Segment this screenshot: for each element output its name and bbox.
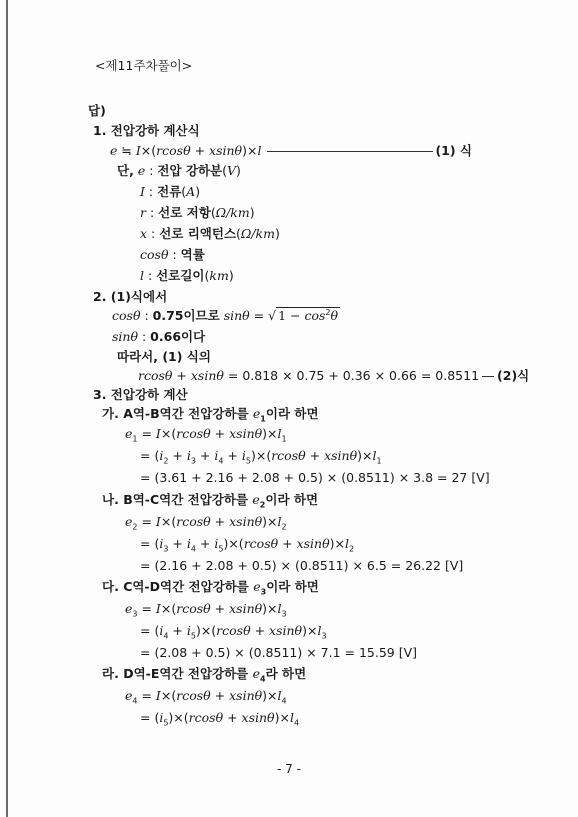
subsection-a-heading: 가. A역-B역간 전압강하를 $e_1$이라 하면 [102,406,319,424]
document-title: <제11주차풀이> [95,58,193,73]
answer-label: 답) [88,103,106,118]
subsection-b-suffix: 이라 하면 [265,492,319,507]
e2-expansion: = $(i_3 + i_4 + i_5)\times(rcos\theta + xsin\theta)\times l_2$ [140,536,355,554]
definition-l: l : 선로길이(km) [140,268,234,283]
therefore-line: 따라서, (1) 식의 [117,349,211,364]
definition-x: x : 선로 리액턴스(Ω/km) [140,226,280,241]
section-2-heading: 2. (1)식에서 [93,289,168,304]
e4-expansion: = $(i_5)\times(rcos\theta + xsin\theta)\times l_4$ [140,710,300,728]
definition-l-text: 선로길이 [156,268,205,283]
sin-value-text: 0.66이다 [150,329,206,344]
subsection-d-heading: 라. D역-E역간 전압강하를 $e_4$라 하면 [102,666,307,684]
e2-formula: $e_2 = I\times(rcos\theta + xsin\theta)\times l_2$ [125,514,287,532]
definition-r-text: 선로 저항 [158,205,211,220]
section-3-heading: 3. 전압강하 계산 [93,387,188,402]
cos-value-text: 0.75이므로 [152,308,220,323]
e3-expansion: = $(i_4 + i_5)\times(rcos\theta + xsin\theta)\times l_3$ [140,623,327,641]
definition-x-text: 선로 리액턴스 [159,226,237,241]
definition-cos: cosθ : 역률 [140,247,205,262]
subsection-c-text: C역-D역간 전압강하를 [123,579,249,594]
subsection-b-text: B역-C역간 전압강하를 [123,492,249,507]
e2-calculation: = (2.16 + 2.08 + 0.5) × (0.8511) × 6.5 = 26.22 [V] [140,558,464,573]
subsection-c-prefix: 다. [102,579,119,594]
section-1-heading: 1. 전압강하 계산식 [93,123,200,138]
power-factor-result: rcosθ + xsinθ = 0.818 × 0.75 + 0.36 × 0.66 = 0.8511 (2)식 [138,368,530,383]
subsection-c-suffix: 이라 하면 [266,579,319,594]
subsection-a-prefix: 가. [102,406,119,421]
e4-formula: $e_4 = I\times(rcos\theta + xsin\theta)\times l_4$ [125,688,287,706]
definition-cos-text: 역률 [180,247,205,262]
definition-r: r : 선로 저항(Ω/km) [140,205,255,220]
subsection-c-heading: 다. C역-D역간 전압강하를 $e_3$이라 하면 [102,579,319,597]
subsection-d-suffix: 라 하면 [265,666,307,681]
page-number: - 7 - [277,762,301,776]
definition-I-text: 전류 [157,184,182,199]
subsection-a-suffix: 이라 하면 [265,406,319,421]
subsection-d-text: D역-E역간 전압강하를 [123,666,249,681]
power-factor-calc: 0.818 × 0.75 + 0.36 × 0.66 = 0.8511 [242,368,480,383]
definition-e-text: 전압 강하분 [157,163,223,178]
e1-calculation: = (3.61 + 2.16 + 2.08 + 0.5) × (0.8511) × 3.8 = 27 [V] [140,470,490,485]
subsection-a-text: A역-B역간 전압강하를 [123,406,249,421]
subsection-b-prefix: 나. [102,492,119,507]
definition-lead: 단, [117,163,134,178]
e1-formula: $e_1 = I\times(rcos\theta + xsin\theta)\times l_1$ [125,426,287,444]
voltage-drop-formula: e ≒ I×(rcosθ + xsinθ)×l (1) 식 [110,143,472,158]
e3-calculation: = (2.08 + 0.5) × (0.8511) × 7.1 = 15.59 [V] [140,645,418,660]
e3-formula: $e_3 = I\times(rcos\theta + xsin\theta)\times l_3$ [125,601,287,619]
left-margin-line [6,0,8,817]
definition-e: 단, e : 전압 강하분(V) [117,163,241,178]
formula-tag: (1) 식 [435,143,472,158]
result-tag: (2)식 [497,368,530,383]
e1-expansion: = $(i_2 + i_3 + i_4 + i_5)\times(rcos\theta + xsin\theta)\times l_1$ [140,448,382,466]
definition-I: I : 전류(A) [140,184,201,199]
subsection-b-heading: 나. B역-C역간 전압강하를 $e_2$이라 하면 [102,492,319,510]
cos-value-line: cosθ : 0.75이므로 sinθ = √ $1 - \cos^2\theta$ [112,307,339,323]
subsection-d-prefix: 라. [102,666,119,681]
sin-value-line: sinθ : 0.66이다 [112,329,206,344]
